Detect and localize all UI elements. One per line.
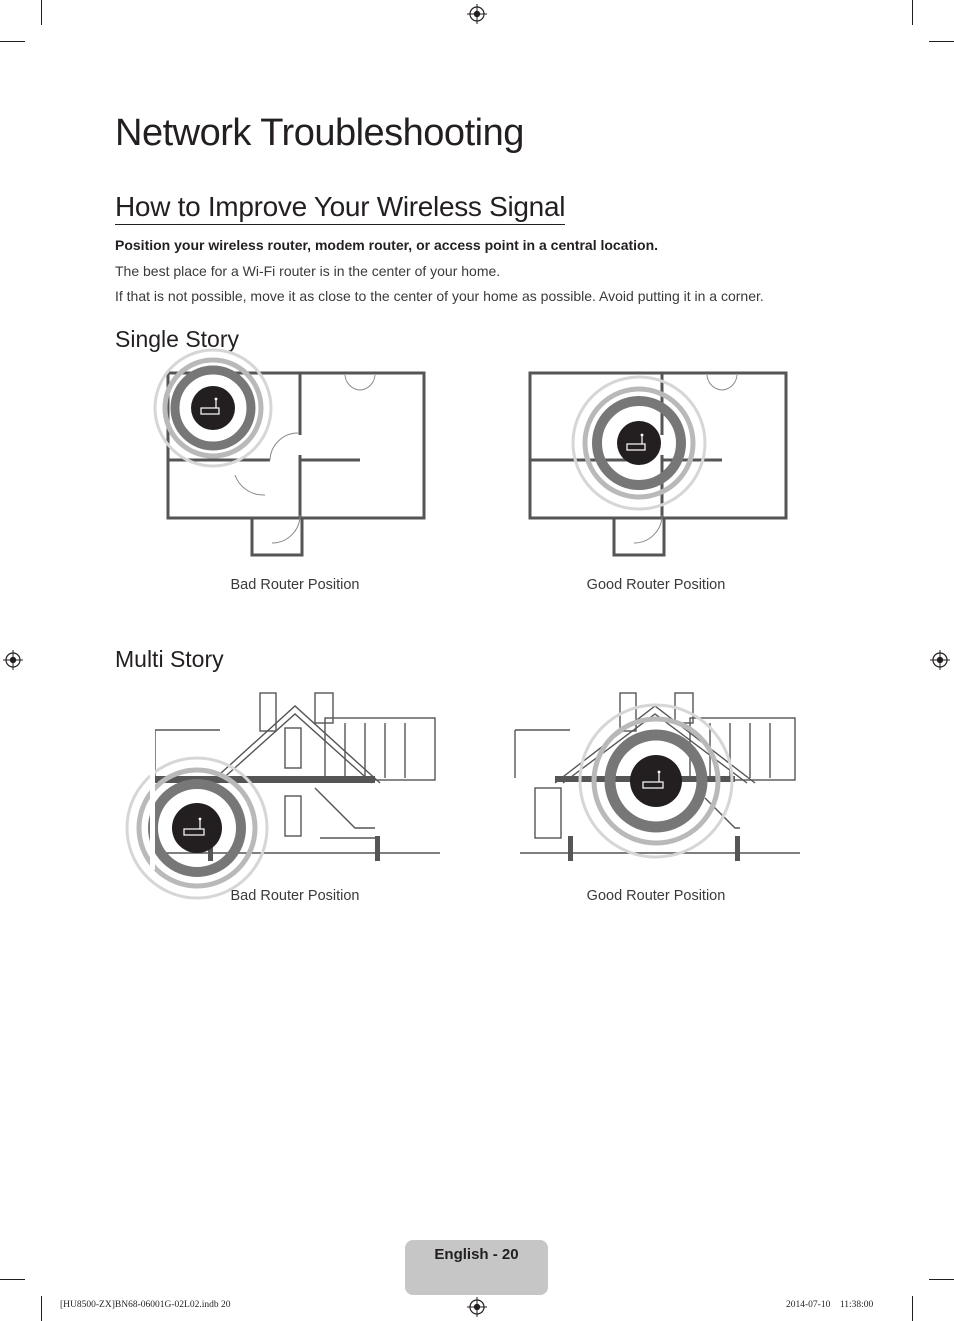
floor-plan-illustration xyxy=(160,365,430,560)
house-section-illustration xyxy=(510,688,802,870)
floor-plan-illustration xyxy=(522,365,792,560)
section-title: How to Improve Your Wireless Signal xyxy=(115,191,565,225)
crop-mark xyxy=(929,41,954,42)
crop-mark xyxy=(912,0,913,25)
file-slug: [HU8500-ZX]BN68-06001G-02L02.indb 20 xyxy=(60,1300,231,1310)
date-slug: 2014-07-10 11:38:00 xyxy=(786,1300,874,1310)
bad-router-caption: Bad Router Position xyxy=(230,577,360,593)
registration-mark-icon xyxy=(467,1297,487,1317)
crop-mark xyxy=(929,1279,954,1280)
crop-mark xyxy=(41,1296,42,1321)
single-story-heading: Single Story xyxy=(115,326,240,352)
crop-mark xyxy=(41,0,42,25)
page-number-label: English - 20 xyxy=(434,1246,519,1263)
crop-mark xyxy=(912,1296,913,1321)
page-title: Network Troubleshooting xyxy=(115,112,524,154)
crop-mark xyxy=(0,1279,25,1280)
registration-mark-icon xyxy=(467,4,487,24)
multi-story-heading: Multi Story xyxy=(115,646,224,672)
registration-mark-icon xyxy=(3,650,23,670)
lead-text: Position your wireless router, modem router, or access point in a central location. xyxy=(115,237,659,253)
paragraph: The best place for a Wi-Fi router is in the center of your home. xyxy=(115,263,501,279)
bad-router-caption: Bad Router Position xyxy=(230,888,360,904)
house-section-illustration xyxy=(150,688,442,870)
paragraph: If that is not possible, move it as close to the center of your home as possible. Avoid putting it in a corner. xyxy=(115,288,764,304)
good-router-caption: Good Router Position xyxy=(586,888,726,904)
good-router-caption: Good Router Position xyxy=(586,577,726,593)
registration-mark-icon xyxy=(930,650,950,670)
crop-mark xyxy=(0,41,25,42)
